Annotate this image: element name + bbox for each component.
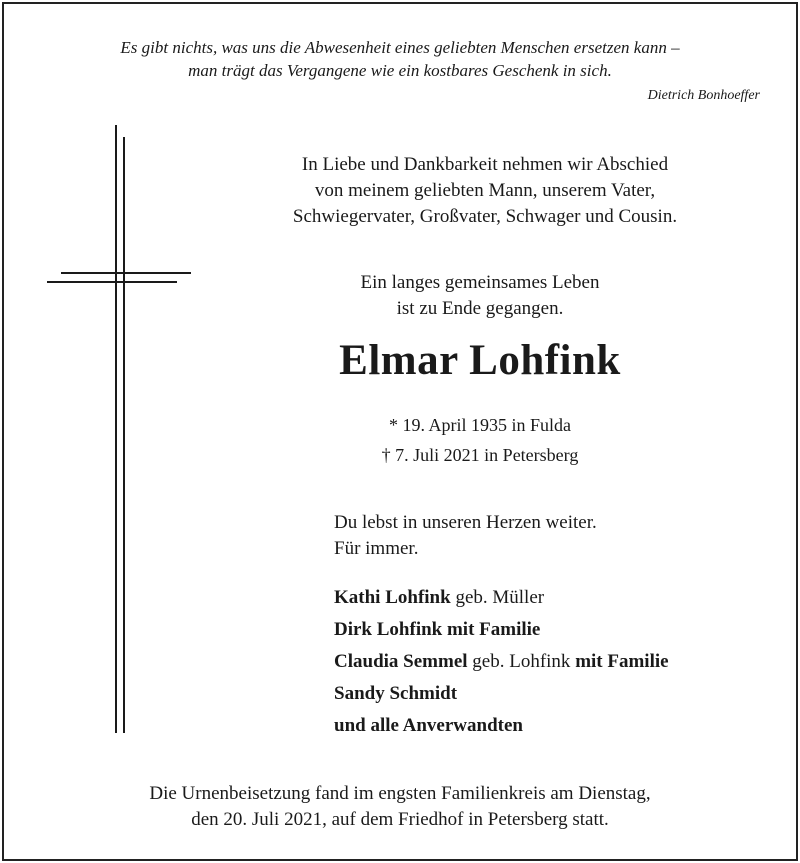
birth-date: * 19. April 1935 in Fulda bbox=[388, 415, 571, 435]
burial-line-1: Die Urnenbeisetzung fand im engsten Familienkreis am Dienstag, bbox=[149, 783, 651, 804]
deceased-name: Elmar Lohfink bbox=[339, 337, 621, 384]
mourner-4 bbox=[334, 678, 669, 710]
intro-text bbox=[235, 152, 735, 230]
life-line-1: Ein langes gemeinsames Leben bbox=[360, 272, 600, 293]
life-line-2: ist zu Ende gegangen. bbox=[396, 298, 564, 319]
mourner-1-suffix: geb. Müller bbox=[455, 587, 545, 608]
death-date: † 7. Juli 2021 in Petersberg bbox=[381, 445, 579, 465]
mourner-3-name: Claudia Semmel bbox=[334, 651, 468, 672]
intro-line-2: von meinem geliebten Mann, unserem Vater, bbox=[314, 180, 656, 201]
life-dates bbox=[280, 410, 680, 470]
mourner-3-end: mit Familie bbox=[575, 651, 669, 672]
farewell-text bbox=[334, 510, 597, 562]
mourner-3-mid: geb. Lohfink bbox=[472, 651, 571, 672]
mourner-5-name: und alle Anverwandten bbox=[334, 715, 523, 736]
mourners-list bbox=[334, 582, 669, 742]
mourner-1-name: Kathi Lohfink bbox=[334, 587, 451, 608]
mourner-4-name: Sandy Schmidt bbox=[334, 683, 458, 704]
intro-line-1: In Liebe und Dankbarkeit nehmen wir Abschied bbox=[301, 154, 669, 175]
cross-icon bbox=[0, 0, 200, 740]
mourner-5 bbox=[334, 710, 669, 742]
quote-line-2: man trägt das Vergangene wie ein kostbares Geschenk in sich. bbox=[188, 61, 612, 80]
farewell-line-2: Für immer. bbox=[334, 538, 419, 559]
intro-line-3: Schwiegervater, Großvater, Schwager und Cousin. bbox=[292, 206, 678, 227]
farewell-line-1: Du lebst in unseren Herzen weiter. bbox=[334, 512, 597, 533]
quote-author: Dietrich Bonhoeffer bbox=[647, 88, 760, 103]
mourner-3 bbox=[334, 646, 669, 678]
mourner-2-name: Dirk Lohfink mit Familie bbox=[334, 619, 541, 640]
burial-notice bbox=[0, 781, 800, 833]
life-text bbox=[280, 270, 680, 322]
mourner-1 bbox=[334, 582, 669, 614]
quote-line-1: Es gibt nichts, was uns die Abwesenheit eines geliebten Menschen ersetzen kann – bbox=[120, 38, 680, 57]
burial-line-2: den 20. Juli 2021, auf dem Friedhof in Petersberg statt. bbox=[191, 809, 609, 830]
mourner-2 bbox=[334, 614, 669, 646]
